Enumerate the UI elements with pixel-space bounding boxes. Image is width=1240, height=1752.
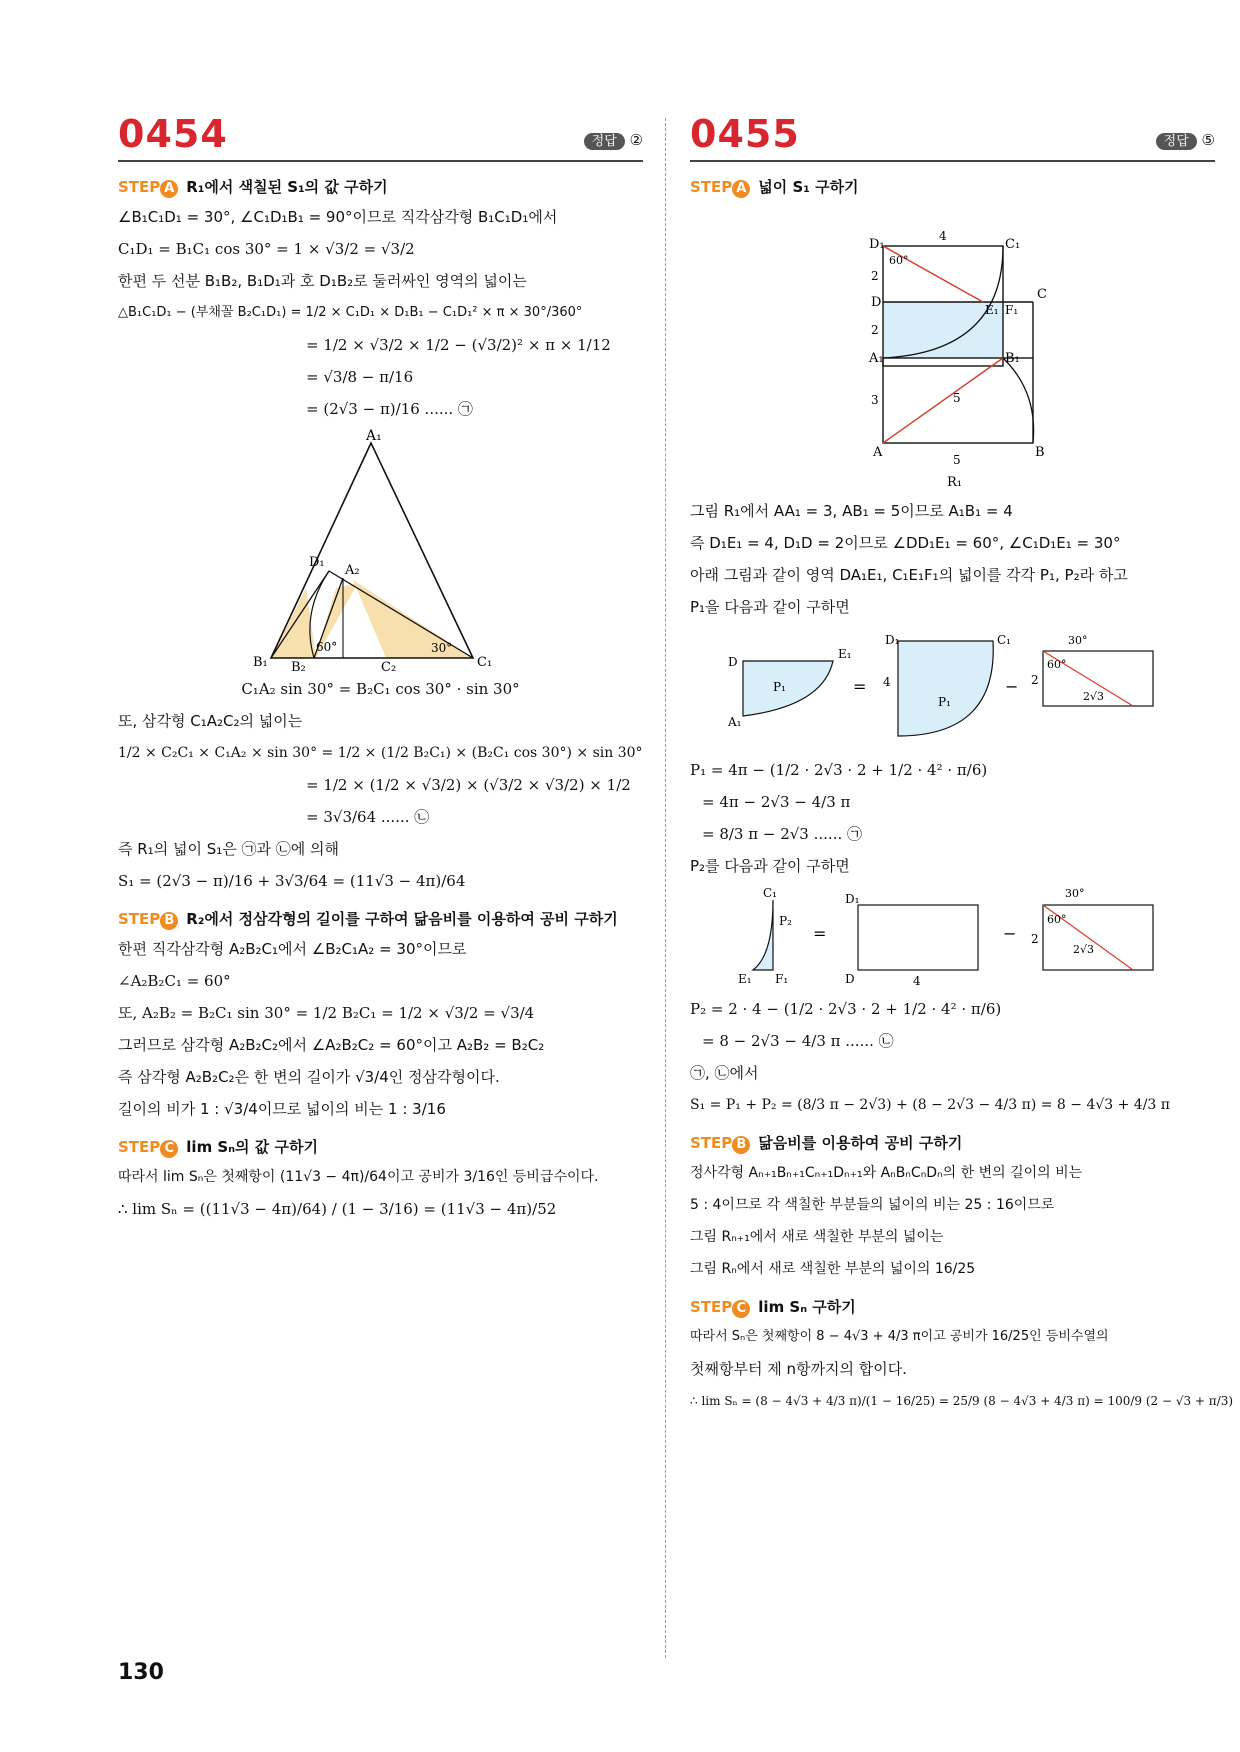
p1-region bbox=[743, 661, 833, 716]
equation-line: 1/2 × C₂C₁ × C₁A₂ × sin 30° = 1/2 × (1/2 B₂C₁) × (B₂C₁ cos 30°) × sin 30° bbox=[118, 745, 643, 761]
label-f1: F₁ bbox=[1004, 303, 1018, 317]
len-2a: 2 bbox=[870, 269, 879, 283]
problem-0455 bbox=[690, 112, 1234, 1420]
step-badge: B bbox=[732, 1136, 750, 1154]
equation-line: C₁D₁ = B₁C₁ cos 30° = 1 × √3/2 = √3/2 bbox=[118, 240, 415, 258]
label-d1: D₁ bbox=[308, 555, 325, 570]
problem-number: 0455 bbox=[690, 112, 800, 156]
label-e1: E₁ bbox=[984, 303, 999, 317]
label-b1: B₁ bbox=[252, 655, 268, 670]
text-line: 정사각형 Aₙ₊₁Bₙ₊₁Cₙ₊₁Dₙ₊₁와 AₙBₙCₙDₙ의 한 변의 길이의 비는 bbox=[690, 1165, 1083, 1181]
label-d: D bbox=[727, 655, 738, 669]
step-b-heading bbox=[118, 908, 643, 930]
equation-line: ∠A₂B₂C₁ = 60° bbox=[118, 972, 231, 990]
step-badge: C bbox=[160, 1140, 178, 1158]
p1-figure bbox=[713, 626, 1193, 751]
minus-sign: − bbox=[1004, 677, 1018, 696]
equation-line: = 4π − 2√3 − 4/3 π bbox=[702, 793, 851, 811]
step-title: R₁에서 색칠된 S₁의 값 구하기 bbox=[186, 178, 388, 196]
step-label: STEP bbox=[690, 1134, 733, 1152]
label-a1: A₁ bbox=[727, 715, 741, 729]
len-bottom: 5 bbox=[952, 453, 961, 467]
equation-line: P₁ = 4π − (1/2 · 2√3 · 2 + 1/2 · 4² · π/6) bbox=[690, 761, 988, 779]
label-b2: B₂ bbox=[290, 660, 306, 675]
text-line: 즉 R₁의 넓이 S₁은 ㉠과 ㉡에 의해 bbox=[118, 840, 339, 858]
angle-30: 30° bbox=[430, 641, 452, 655]
problem-header bbox=[118, 112, 643, 162]
arc-lower bbox=[1003, 358, 1034, 443]
text-line: 그림 Rₙ₊₁에서 새로 색칠한 부분의 넓이는 bbox=[690, 1229, 944, 1245]
step-title: 넓이 S₁ 구하기 bbox=[758, 178, 859, 196]
step-label: STEP bbox=[690, 1298, 733, 1316]
step-badge: A bbox=[160, 180, 178, 198]
minus-sign: − bbox=[1002, 924, 1016, 943]
len-4: 4 bbox=[912, 974, 921, 988]
text-line: 한편 직각삼각형 A₂B₂C₁에서 ∠B₂C₁A₂ = 30°이므로 bbox=[118, 940, 467, 958]
equation-line: S₁ = P₁ + P₂ = (8/3 π − 2√3) + (8 − 2√3 − 4/3 π) = 8 − 4√3 + 4/3 π bbox=[690, 1097, 1170, 1113]
step-a-heading bbox=[118, 176, 643, 198]
label-a1: A₁ bbox=[868, 351, 884, 366]
answer-value: ⑤ bbox=[1201, 131, 1215, 149]
equation-line: ∴ lim Sₙ = ((11√3 − 4π)/64) / (1 − 3/16) = (11√3 − 4π)/52 bbox=[118, 1200, 557, 1218]
len-2: 2 bbox=[1030, 673, 1039, 687]
angle-30: 30° bbox=[1064, 887, 1084, 900]
label-d1: D₁ bbox=[868, 237, 885, 252]
p2-figure bbox=[713, 885, 1193, 990]
answer-tag: 정답 bbox=[584, 133, 625, 150]
red-line-lower bbox=[883, 358, 1003, 443]
page-number: 130 bbox=[118, 1660, 164, 1685]
len-3: 3 bbox=[870, 393, 879, 407]
text-line: 따라서 lim Sₙ은 첫째항이 (11√3 − 4π)/64이고 공비가 3/16인 등비급수이다. bbox=[118, 1169, 599, 1185]
step-title: lim Sₙ의 값 구하기 bbox=[186, 1138, 318, 1156]
equation-line: = 3√3/64 ...... ㉡ bbox=[306, 808, 430, 826]
label-p1: P₁ bbox=[772, 680, 786, 694]
answer-box bbox=[1156, 130, 1215, 149]
text-line: 그러므로 삼각형 A₂B₂C₂에서 ∠A₂B₂C₂ = 60°이고 A₂B₂ = B₂C₂ bbox=[118, 1036, 545, 1054]
label-a: A bbox=[872, 445, 882, 460]
text-line: 따라서 Sₙ은 첫째항이 8 − 4√3 + 4/3 π이고 공비가 16/25인 등비수열의 bbox=[690, 1329, 1109, 1344]
equation-line: = 8/3 π − 2√3 ...... ㉠ bbox=[702, 825, 862, 843]
problem-0454 bbox=[118, 112, 643, 1228]
len-2b: 2 bbox=[870, 323, 879, 337]
angle-30: 30° bbox=[1067, 634, 1087, 647]
text-line: ㉠, ㉡에서 bbox=[690, 1064, 759, 1082]
answer-tag: 정답 bbox=[1156, 133, 1197, 150]
text-line: 그림 R₁에서 AA₁ = 3, AB₁ = 5이므로 A₁B₁ = 4 bbox=[690, 502, 1013, 520]
label-d1: D₁ bbox=[844, 892, 859, 906]
label-f1: F₁ bbox=[774, 972, 788, 986]
label-d: D bbox=[870, 295, 881, 310]
label-e1: E₁ bbox=[837, 647, 852, 661]
step-c-heading bbox=[118, 1136, 643, 1158]
label-c1: C₁ bbox=[476, 655, 492, 670]
equation-line: P₂ = 2 · 4 − (1/2 · 2√3 · 2 + 1/2 · 4² · π/6) bbox=[690, 1000, 1002, 1018]
len-2: 2 bbox=[1030, 932, 1039, 946]
answer-value: ② bbox=[629, 131, 643, 149]
label-p2: P₂ bbox=[778, 914, 792, 928]
equation-line: = (2√3 − π)/16 ...... ㉠ bbox=[306, 400, 473, 418]
len-diag: 5 bbox=[952, 391, 961, 405]
text-line: 5 : 4이므로 각 색칠한 부분들의 넓이의 비는 25 : 16이므로 bbox=[690, 1197, 1055, 1213]
angle-60: 60° bbox=[315, 640, 337, 654]
angle-60: 60° bbox=[1046, 658, 1066, 671]
square-figure bbox=[833, 202, 1073, 492]
step-title: 닮음비를 이용하여 공비 구하기 bbox=[758, 1134, 963, 1152]
label-c1: C₁ bbox=[996, 633, 1011, 647]
step-badge: A bbox=[732, 180, 750, 198]
equation-line: = 1/2 × (1/2 × √3/2) × (√3/2 × √3/2) × 1/2 bbox=[306, 776, 631, 794]
label-c2: C₂ bbox=[380, 660, 396, 675]
step-title: lim Sₙ 구하기 bbox=[758, 1298, 856, 1316]
label-a2: A₂ bbox=[344, 563, 360, 578]
sector-region bbox=[898, 641, 993, 736]
len-2root3: 2√3 bbox=[1082, 690, 1104, 703]
label-b: B bbox=[1034, 445, 1045, 460]
label-c1: C₁ bbox=[762, 886, 777, 900]
figure-caption: C₁A₂ sin 30° = B₂C₁ cos 30° · sin 30° bbox=[241, 680, 520, 698]
text-line: 그림 Rₙ에서 새로 색칠한 부분의 넓이의 16/25 bbox=[690, 1261, 976, 1277]
text-line: 또, 삼각형 C₁A₂C₂의 넓이는 bbox=[118, 712, 303, 730]
label-c: C bbox=[1036, 287, 1047, 302]
text-line: 즉 D₁E₁ = 4, D₁D = 2이므로 ∠DD₁E₁ = 60°, ∠C₁D₁E₁ = 30° bbox=[690, 534, 1121, 552]
len-4: 4 bbox=[882, 675, 891, 689]
label-c1: C₁ bbox=[1004, 237, 1020, 252]
angle-60: 60° bbox=[888, 254, 908, 267]
label-p1: P₁ bbox=[937, 695, 951, 709]
text-line: 한편 두 선분 B₁B₂, B₁D₁과 호 D₁B₂로 둘러싸인 영역의 넓이는 bbox=[118, 272, 527, 290]
step-label: STEP bbox=[690, 178, 733, 196]
label-e1: E₁ bbox=[737, 972, 752, 986]
text-line: P₂를 다음과 같이 구하면 bbox=[690, 857, 850, 875]
equation-line: ∴ lim Sₙ = (8 − 4√3 + 4/3 π)/(1 − 16/25) = 25/9 (8 − 4√3 + 4/3 π) = 100/9 (2 − √3 + π/3) bbox=[690, 1394, 1234, 1408]
step-label: STEP bbox=[118, 178, 161, 196]
equation-line: = 1/2 × √3/2 × 1/2 − (√3/2)² × π × 1/12 bbox=[306, 336, 611, 354]
len-2root3: 2√3 bbox=[1072, 943, 1094, 956]
step-title: R₂에서 정삼각형의 길이를 구하여 닮음비를 이용하여 공비 구하기 bbox=[186, 910, 618, 928]
equals-sign: = bbox=[852, 677, 866, 696]
equation-line: 또, A₂B₂ = B₂C₁ sin 30° = 1/2 B₂C₁ = 1/2 × √3/2 = √3/4 bbox=[118, 1004, 535, 1022]
column-divider bbox=[665, 118, 666, 1658]
text-line: 길이의 비가 1 : √3/4이므로 넓이의 비는 1 : 3/16 bbox=[118, 1100, 446, 1118]
label-a1: A₁ bbox=[365, 428, 382, 444]
equals-sign: = bbox=[812, 924, 826, 943]
problem-number: 0454 bbox=[118, 112, 228, 156]
step-label: STEP bbox=[118, 1138, 161, 1156]
step-b-heading bbox=[690, 1132, 1215, 1154]
p2-region bbox=[753, 900, 773, 970]
label-b1: B₁ bbox=[1004, 351, 1020, 366]
rect-region bbox=[858, 905, 978, 970]
answer-box bbox=[584, 130, 643, 149]
angle-60: 60° bbox=[1046, 913, 1066, 926]
text-line: 첫째항부터 제 n항까지의 합이다. bbox=[690, 1360, 907, 1378]
text-line: P₁을 다음과 같이 구하면 bbox=[690, 598, 850, 616]
triangle-figure bbox=[231, 428, 531, 678]
equation-line: △B₁C₁D₁ − (부채꼴 B₂C₁D₁) = 1/2 × C₁D₁ × D₁B₁ − C₁D₁² × π × 30°/360° bbox=[118, 305, 583, 320]
equation-line: S₁ = (2√3 − π)/16 + 3√3/64 = (11√3 − 4π)/64 bbox=[118, 872, 466, 890]
problem-header bbox=[690, 112, 1215, 162]
len-top: 4 bbox=[938, 229, 947, 243]
label-d1: D₁ bbox=[884, 633, 899, 647]
step-badge: C bbox=[732, 1300, 750, 1318]
equation-line: = √3/8 − π/16 bbox=[306, 368, 414, 386]
text-line: 아래 그림과 같이 영역 DA₁E₁, C₁E₁F₁의 넓이를 각각 P₁, P₂라 하고 bbox=[690, 566, 1128, 584]
step-badge: B bbox=[160, 912, 178, 930]
step-label: STEP bbox=[118, 910, 161, 928]
text-line: 즉 삼각형 A₂B₂C₂은 한 변의 길이가 √3/4인 정삼각형이다. bbox=[118, 1068, 500, 1086]
figure-caption: R₁ bbox=[946, 475, 962, 490]
step-a-heading bbox=[690, 176, 1215, 198]
label-d: D bbox=[844, 972, 855, 986]
step-c-heading bbox=[690, 1296, 1215, 1318]
equation-line: = 8 − 2√3 − 4/3 π ...... ㉡ bbox=[702, 1032, 894, 1050]
text-line: ∠B₁C₁D₁ = 30°, ∠C₁D₁B₁ = 90°이므로 직각삼각형 B₁C₁D₁에서 bbox=[118, 208, 558, 226]
